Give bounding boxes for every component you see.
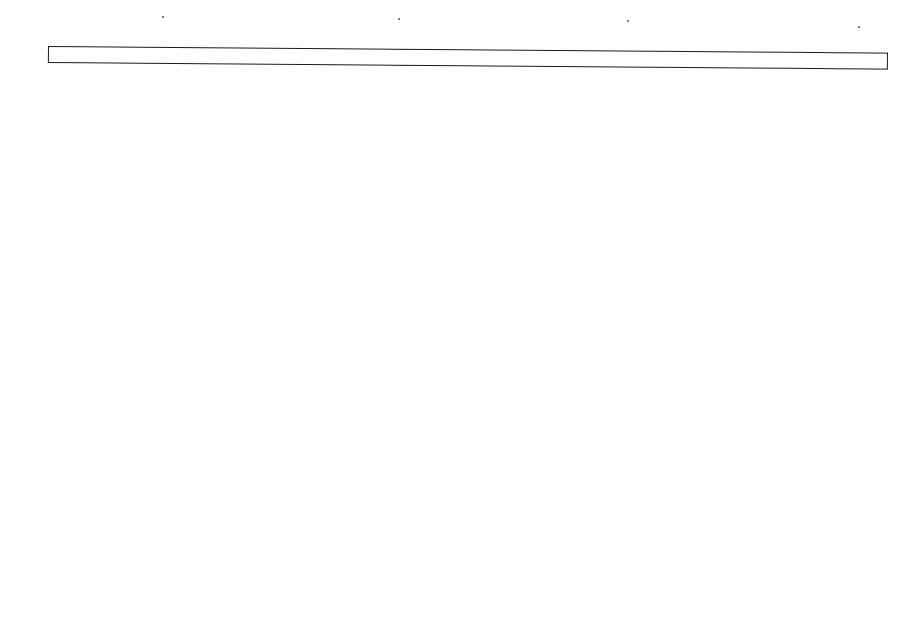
scan-speck xyxy=(858,26,860,28)
budget-table-sheet xyxy=(48,46,888,70)
section-header-row xyxy=(48,47,887,70)
scan-speck xyxy=(627,20,629,22)
budget-table xyxy=(48,46,888,70)
scan-speck xyxy=(162,16,164,18)
scan-speck xyxy=(398,18,400,20)
section-title xyxy=(48,47,887,70)
